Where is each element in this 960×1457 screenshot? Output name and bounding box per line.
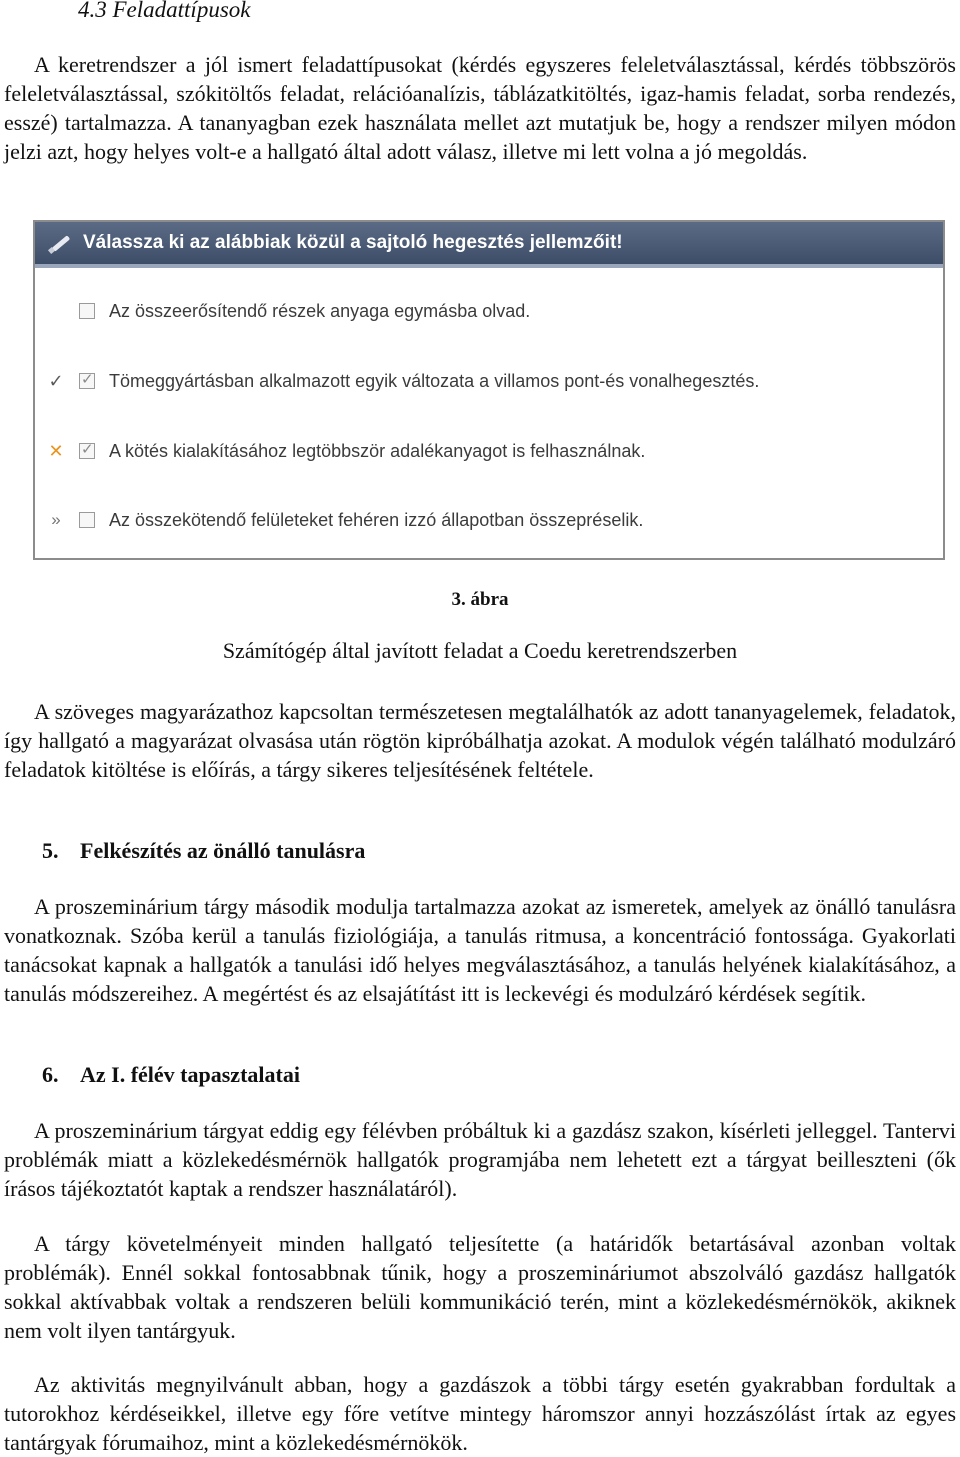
option-label: Az összekötendő felületeket fehéren izzó állapotban összepréselik. bbox=[109, 509, 644, 530]
option-checkbox[interactable] bbox=[79, 512, 95, 528]
quiz-question: Válassza ki az alábbiak közül a sajtoló hegesztés jellemzőit! bbox=[83, 232, 623, 253]
quiz-figure bbox=[33, 220, 945, 560]
quiz-option bbox=[35, 436, 645, 466]
section-6-number: 6. bbox=[42, 1062, 59, 1087]
quiz-title-strip bbox=[35, 264, 943, 268]
option-label: Az összeerősítendő részek anyaga egymásba olvad. bbox=[109, 300, 531, 321]
section-5-paragraph: A proszeminárium tárgy második modulja tartalmazza azokat az ismeretek, amelyek az önálló tanulásra vonatkoznak. Szóba kerül a tanulás fiziológiája, a tanulás ritmusa, a koncentráció fontossága. Gyakorlati tanácsokat kapnak a hallgatók a tanulási idő helyes megválasztásához, a tanulás helyének kialakításához, a tanulás módszereihez. A megértést és az elsajátítást itt is leckevégi és modulzáró kérdések segítik. bbox=[4, 894, 956, 1006]
section-6-paragraph-3: Az aktivitás megnyilvánult abban, hogy a gazdászok a többi tárgy esetén gyakrabban fordultak a tutorokhoz kérdéseikkel, illetve egy főre vetítve mintegy háromszor annyi hozzászólást írtak az egyes tantárgyak fórumaihoz, mint a közlekedésmérnökök. bbox=[4, 1372, 956, 1455]
quiz-option bbox=[35, 505, 643, 535]
quiz-option bbox=[35, 296, 530, 326]
section-5-number: 5. bbox=[42, 838, 59, 863]
option-label: Tömeggyártásban alkalmazott egyik változata a villamos pont-és vonalhegesztés. bbox=[109, 370, 760, 391]
figure-number: 3. ábra bbox=[451, 589, 509, 610]
option-checkbox[interactable] bbox=[79, 443, 95, 459]
intro-paragraph: A keretrendszer a jól ismert feladattípusokat (kérdés egyszeres feleletválasztással, kérdés többszörös feleletválasztással, szókitöltős feladat, relációanalízis, táblázatkitöltés, igaz-hamis feladat, sorba rendezés, esszé) tartalmazza. A tananyagban ezek használata mellet azt mutatjuk be, hogy a rendszer milyen módon jelzi azt, hogy helyes volt-e a hallgató által adott válasz, illetve mi lett volna a jó megoldás. bbox=[4, 52, 956, 164]
quiz-option bbox=[35, 366, 759, 396]
paragraph-after-figure: A szöveges magyarázathoz kapcsoltan természetesen megtalálhatók az adott tananyagelemek, feladatok, így hallgató a magyarázat olvasása után rögtön kipróbálhatja azokat. A modulok végén található modulzáró feladatok kitöltése is előírás, a tárgy sikeres teljesítésének feltétele. bbox=[4, 699, 956, 782]
section-6-title: Az I. félév tapasztalatai bbox=[80, 1062, 300, 1087]
figure-caption: Számítógép által javított feladat a Coedu keretrendszerben bbox=[222, 638, 738, 663]
check-icon: ✓ bbox=[48, 370, 64, 391]
section-title: 4.3 Feladattípusok bbox=[78, 0, 251, 22]
section-5-title: Felkészítés az önálló tanulásra bbox=[80, 838, 366, 863]
pencil-icon bbox=[49, 233, 69, 253]
quiz-title-bar bbox=[35, 222, 943, 264]
section-6-paragraph-2: A tárgy követelményeit minden hallgató teljesítette (a határidők betartásával azonban voltak problémák). Ennél sokkal fontosabbnak tűnik, hogy a proszemináriumot abszolváló gazdász hallgatók sokkal aktívabbak voltak a rendszeren belüli kommunikáció terén, mint a közlekedésmérnökök, akiknek nem volt ilyen tantárgyuk. bbox=[4, 1231, 956, 1343]
section-6-heading bbox=[42, 1062, 300, 1088]
double-chevron-icon: » bbox=[51, 510, 61, 529]
option-label: A kötés kialakításához legtöbbször adalékanyagot is felhasználnak. bbox=[109, 440, 646, 461]
option-checkbox[interactable] bbox=[79, 373, 95, 389]
option-checkbox[interactable] bbox=[79, 303, 95, 319]
cross-icon: ✕ bbox=[48, 440, 64, 461]
section-5-heading bbox=[42, 838, 365, 864]
section-6-paragraph-1: A proszeminárium tárgyat eddig egy félévben próbáltuk ki a gazdász szakon, kísérleti jelleggel. Tantervi problémák miatt a közlekedésmérnök hallgatók programjába nem lehetett ezt a tárgyat beilleszteni (ők írásos tájékoztatót kaptak a rendszer használatáról). bbox=[4, 1118, 956, 1201]
